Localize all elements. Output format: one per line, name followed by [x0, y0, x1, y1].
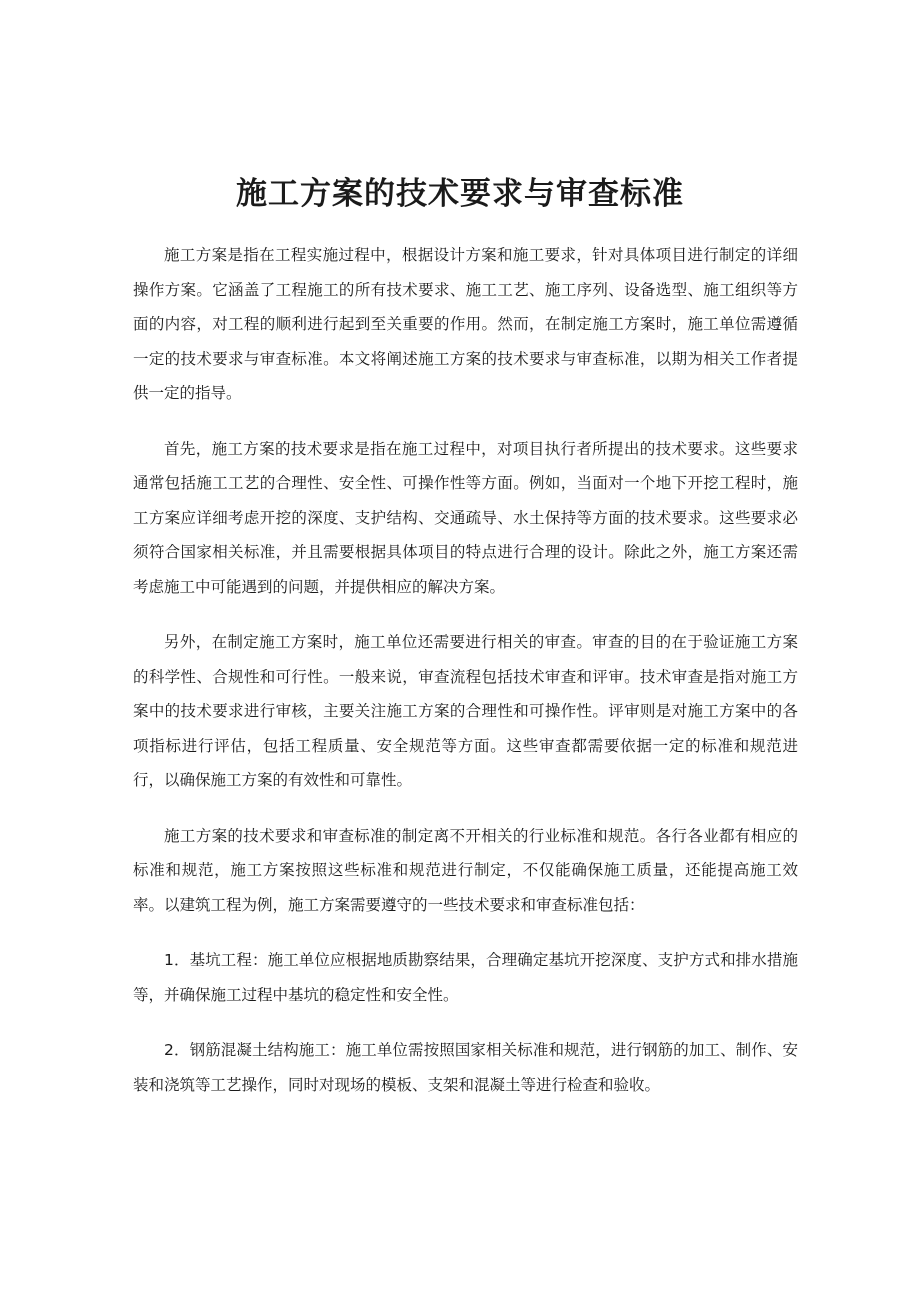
list-item-separator: ． — [173, 1041, 190, 1059]
list-item-number: 2 — [164, 1041, 174, 1059]
list-item-text: 钢筋混凝土结构施工：施工单位需按照国家相关标准和规范，进行钢筋的加工、制作、安装和浇筑等工艺操作，同时对现场的模板、支架和混凝土等进行检查和验收。 — [133, 1041, 798, 1094]
list-item-separator: ． — [173, 951, 190, 969]
paragraph-technical-requirements: 首先，施工方案的技术要求是指在施工过程中，对项目执行者所提出的技术要求。这些要求通常包括施工工艺的合理性、安全性、可操作性等方面。例如，当面对一个地下开挖工程时，施工方案应详细考虑开挖的深度、支护结构、交通疏导、水土保持等方面的技术要求。这些要求必须符合国家相关标准，并且需要根据具体项目的特点进行合理的设计。除此之外，施工方案还需考虑施工中可能遇到的问题，并提供相应的解决方案。 — [133, 439, 798, 596]
list-item-reinforced-concrete — [133, 1033, 798, 1102]
paragraph-intro: 施工方案是指在工程实施过程中，根据设计方案和施工要求，针对具体项目进行制定的详细操作方案。它涵盖了工程施工的所有技术要求、施工工艺、施工序列、设备选型、施工组织等方面的内容，对工程的顺利进行起到至关重要的作用。然而，在制定施工方案时，施工单位需遵循一定的技术要求与审查标准。本文将阐述施工方案的技术要求与审查标准，以期为相关工作者提供一定的指导。 — [133, 246, 798, 402]
list-item-text: 基坑工程：施工单位应根据地质勘察结果，合理确定基坑开挖深度、支护方式和排水措施等，并确保施工过程中基坑的稳定性和安全性。 — [133, 951, 798, 1004]
list-item-foundation-pit — [133, 943, 798, 1012]
document-body — [133, 238, 798, 1123]
paragraph-review: 另外，在制定施工方案时，施工单位还需要进行相关的审查。审查的目的在于验证施工方案的科学性、合规性和可行性。一般来说，审查流程包括技术审查和评审。技术审查是指对施工方案中的技术要求进行审核，主要关注施工方案的合理性和可操作性。评审则是对施工方案中的各项指标进行评估，包括工程质量、安全规范等方面。这些审查都需要依据一定的标准和规范进行，以确保施工方案的有效性和可靠性。 — [133, 633, 798, 789]
document-title: 施工方案的技术要求与审查标准 — [236, 176, 684, 212]
paragraph-standards: 施工方案的技术要求和审查标准的制定离不开相关的行业标准和规范。各行各业都有相应的标准和规范，施工方案按照这些标准和规范进行制定，不仅能确保施工质量，还能提高施工效率。以建筑工程为例，施工方案需要遵守的一些技术要求和审查标准包括： — [133, 826, 798, 914]
list-item-number: 1 — [164, 951, 174, 969]
